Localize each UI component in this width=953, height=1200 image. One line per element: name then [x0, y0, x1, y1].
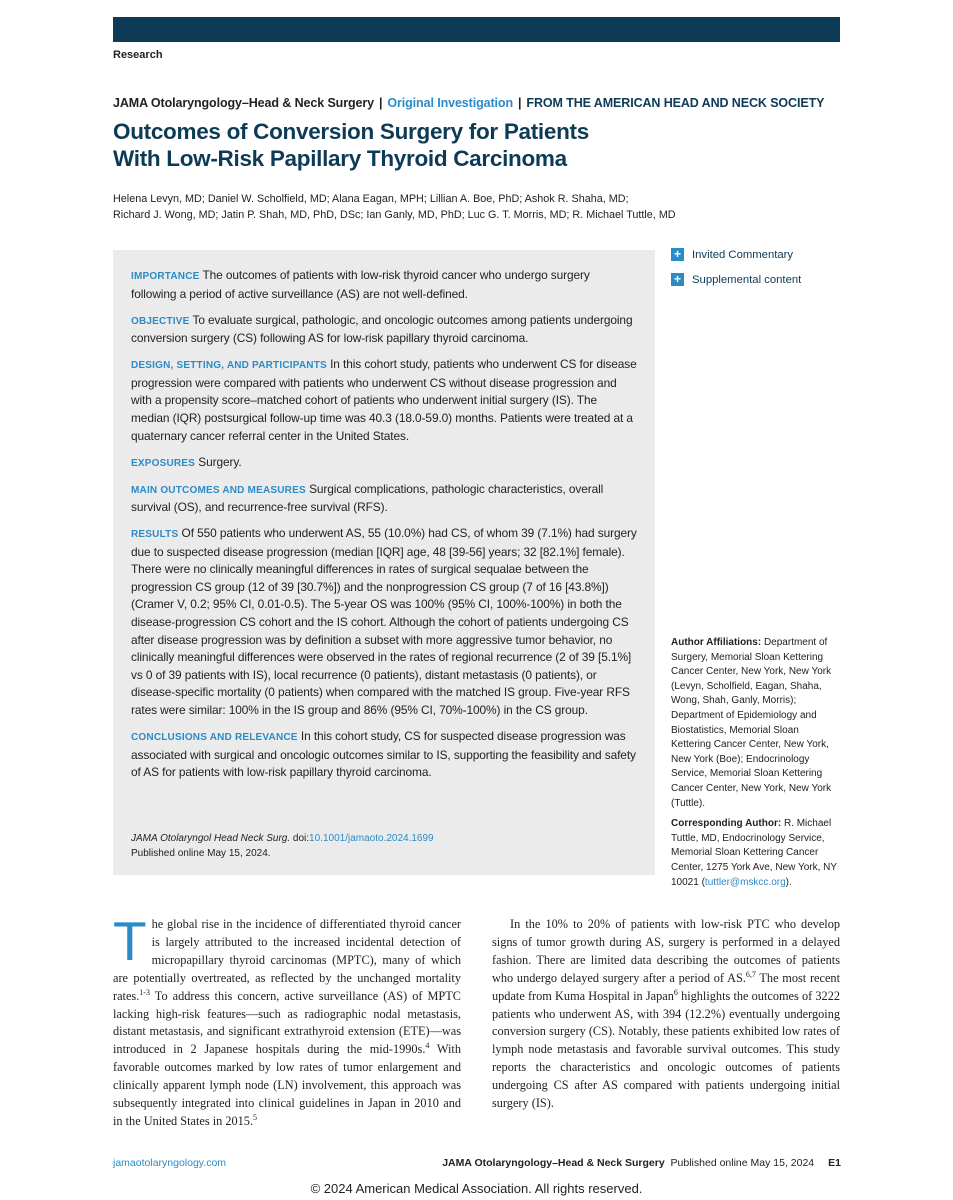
abstract-heading: DESIGN, SETTING, AND PARTICIPANTS	[131, 360, 327, 372]
abstract-text: To evaluate surgical, pathologic, and oncologic outcomes among patients undergoing conversion surgery (CS) following AS for low-risk papillary thyroid carcinoma.	[131, 312, 633, 346]
abstract-results	[131, 525, 637, 720]
body-text: highlights the outcomes of 3222 patients who underwent AS, with 394 (12.2%) eventually undergoing conversion surgery (CS). Notably, these patients exhibited low rates of lymph node metastasis and favorable survival outcomes. This study reports the characteristics and oncologic outcomes of patients undergoing CS after AS compared with patients undergoing initial surgery (IS).	[492, 988, 840, 1111]
article-type[interactable]: Original Investigation	[387, 96, 513, 110]
citation-journal: JAMA Otolaryngol Head Neck Surg.	[131, 833, 291, 844]
plus-icon: +	[671, 248, 684, 261]
body-text: With favorable outcomes marked by low rates of tumor enlargement and clinically apparent lymph node (LN) involvement, this approach was subsequently integrated into clinical guidelines in Japan in 2010 and in the United States in 2015.	[113, 1042, 461, 1128]
body-text: he global rise in the incidence of differentiated thyroid cancer is largely attributed to the increased incidental detection of micropapillary thyroid carcinomas (MPTC), many of which are potentially overtreated, as reflected by the unchanged mortality rates.	[113, 917, 461, 1003]
corresponding-text: R. Michael Tuttle, MD, Endocrinology Service, Memorial Sloan Kettering Cancer Center, 1275 York Ave, New York, NY 10021 (	[671, 818, 837, 888]
abstract-text: Surgical complications, pathologic characteristics, overall survival (OS), and recurrence-free survival (RFS).	[131, 481, 604, 515]
supplemental-content-link[interactable]	[671, 273, 801, 286]
abstract-text: Surgery.	[198, 454, 242, 469]
header-bar	[113, 17, 840, 42]
separator: |	[378, 96, 383, 110]
society-label: FROM THE AMERICAN HEAD AND NECK SOCIETY	[526, 96, 825, 110]
affiliations-heading: Author Affiliations:	[671, 637, 762, 648]
doi-link[interactable]: 10.1001/jamaoto.2024.1699	[309, 833, 434, 844]
author-affiliations	[671, 636, 841, 896]
email-link[interactable]: tuttler@mskcc.org	[704, 876, 786, 888]
reference[interactable]: 5	[253, 1112, 258, 1122]
abstract-design	[131, 356, 637, 445]
abstract-heading: RESULTS	[131, 529, 179, 541]
journal-name: JAMA Otolaryngology–Head & Neck Surgery	[113, 96, 374, 110]
footer-website-link[interactable]: jamaotolaryngology.com	[113, 1157, 227, 1169]
body-column-left	[113, 910, 461, 1131]
abstract-text: In this cohort study, patients who underwent CS for disease progression were compared with patients who underwent CS without disease progression and with a propensity score–matched cohort of patients who underwent initial surgery (IS). The median (IQR) postsurgical follow-up time was 40.3 (18.0-59.0) months. Patients were treated at a quaternary cancer referral center in the United States.	[131, 357, 637, 443]
body-column-right	[492, 916, 840, 1113]
invited-commentary-link[interactable]	[671, 248, 793, 261]
abstract-heading: IMPORTANCE	[131, 271, 200, 282]
citation	[131, 831, 434, 861]
abstract-heading: CONCLUSIONS AND RELEVANCE	[131, 732, 298, 743]
doi-label: doi:	[292, 833, 310, 844]
abstract-importance	[131, 267, 637, 303]
abstract-text: In this cohort study, CS for suspected disease progression was associated with surgical and oncologic outcomes similar to IS, supporting the feasibility and safety of AS for patients with low-risk papillary thyroid carcinoma.	[131, 729, 636, 780]
body-text: The most recent update from Kuma Hospital in Japan	[492, 970, 840, 1003]
page-number: E1	[828, 1157, 841, 1169]
footer-published: Published online May 15, 2024	[670, 1157, 815, 1169]
separator: |	[518, 96, 522, 110]
drop-cap: T	[113, 910, 147, 972]
abstract-text: Of 550 patients who underwent AS, 55 (10.0%) had CS, of whom 39 (7.1%) had surgery due to suspected disease progression (median [IQR] age, 48 [39-56] years; 32 [82.1%] female). There were no clinically meaningful differences in rates of surgical sequalae between the progression CS group (12 of 39 [30.7%]) and the nonprogression CS group (7 of 16 [43.8%]) (Cramer V, 0.2; 95% CI, 0.01-0.5). The 5-year OS was 100% (95% CI, 100%-100%) in both the disease-progression CS cohort and the IS cohort. Although the cohort of patients undergoing CS after disease progression was by definition a subset with more aggressive tumor behavior, no clinically meaningful differences were observed in the rates of regional recurrence (2 of 39 [5.1%] vs 0 of 39 patients with IS), local recurrence (0 patients), distant metastasis (0 patients), or disease-specific mortality (0 patients) when compared with the matched IS group. Five-year RFS rates were similar: 100% in the IS group and 86% (95% CI, 70%-100%) in the CS group.	[131, 526, 637, 718]
copyright-notice: © 2024 American Medical Association. All rights reserved.	[310, 1181, 643, 1196]
title-line-2: With Low-Risk Papillary Thyroid Carcinoma	[113, 146, 567, 171]
footer-info	[442, 1157, 841, 1169]
abstract-heading: EXPOSURES	[131, 457, 196, 469]
abstract-heading: OBJECTIVE	[131, 315, 190, 327]
footer-journal: JAMA Otolaryngology–Head & Neck Surgery	[442, 1157, 665, 1169]
corresponding-tail: ).	[785, 876, 792, 888]
reference[interactable]: 6,7	[745, 969, 756, 979]
abstract-objective	[131, 312, 637, 348]
abstract-text: The outcomes of patients with low-risk thyroid cancer who undergo surgery following a period of active surveillance (AS) are not well-defined.	[131, 268, 590, 301]
corresponding-heading: Corresponding Author:	[671, 818, 782, 830]
title-line-1: Outcomes of Conversion Surgery for Patients	[113, 119, 589, 144]
corresponding-author-block	[671, 817, 841, 890]
authors-line-2: Richard J. Wong, MD; Jatin P. Shah, MD, PhD, DSc; Ian Ganly, MD, PhD; Luc G. T. Morris, MD; R. Michael Tuttle, MD	[113, 209, 676, 221]
abstract-exposures	[131, 454, 637, 473]
side-link-label: Supplemental content	[692, 273, 802, 286]
abstract-box	[113, 250, 655, 875]
abstract-heading: MAIN OUTCOMES AND MEASURES	[131, 484, 306, 496]
affiliations-text: Department of Surgery, Memorial Sloan Kettering Cancer Center, New York, New York (Levyn, Scholfield, Eagan, Shaha, Wong, Shah, Ganly, Morris); Department of Epidemiology and Biostatistics, Memorial Sloan Kettering Cancer Center, New York, New York (Boe); Endocrinology Service, Memorial Sloan Kettering Cancer Center, New York, New York (Tuttle).	[671, 637, 832, 809]
reference[interactable]: 4	[425, 1041, 430, 1051]
author-list	[113, 191, 753, 223]
affiliations-block	[671, 636, 841, 811]
reference[interactable]: 6	[673, 987, 678, 997]
section-label: Research	[113, 49, 163, 61]
side-link-label: Invited Commentary	[692, 248, 794, 261]
article-title	[113, 118, 753, 172]
published-date: Published online May 15, 2024.	[131, 848, 271, 859]
authors-line-1: Helena Levyn, MD; Daniel W. Scholfield, MD; Alana Eagan, MPH; Lillian A. Boe, PhD; Ashok R. Shaha, MD;	[113, 193, 629, 205]
abstract-outcomes	[131, 481, 637, 517]
journal-line	[113, 96, 824, 110]
body-text: In the 10% to 20% of patients with low-risk PTC who develop signs of tumor growth during AS, surgery is performed in a delayed fashion. There are limited data describing the outcomes of patients who undergo delayed surgery after a period of AS.	[492, 917, 840, 985]
plus-icon: +	[671, 273, 684, 286]
body-text: To address this concern, active surveillance (AS) of MPTC lacking high-risk features—such as radiographic nodal metastasis, distant metastasis, and significant extrathyroid extension (ETE)—was introduced in 2 Japanese hospitals during the mid-1990s.	[113, 988, 461, 1057]
reference[interactable]: 1-3	[139, 987, 150, 997]
abstract-conclusions	[131, 728, 637, 782]
